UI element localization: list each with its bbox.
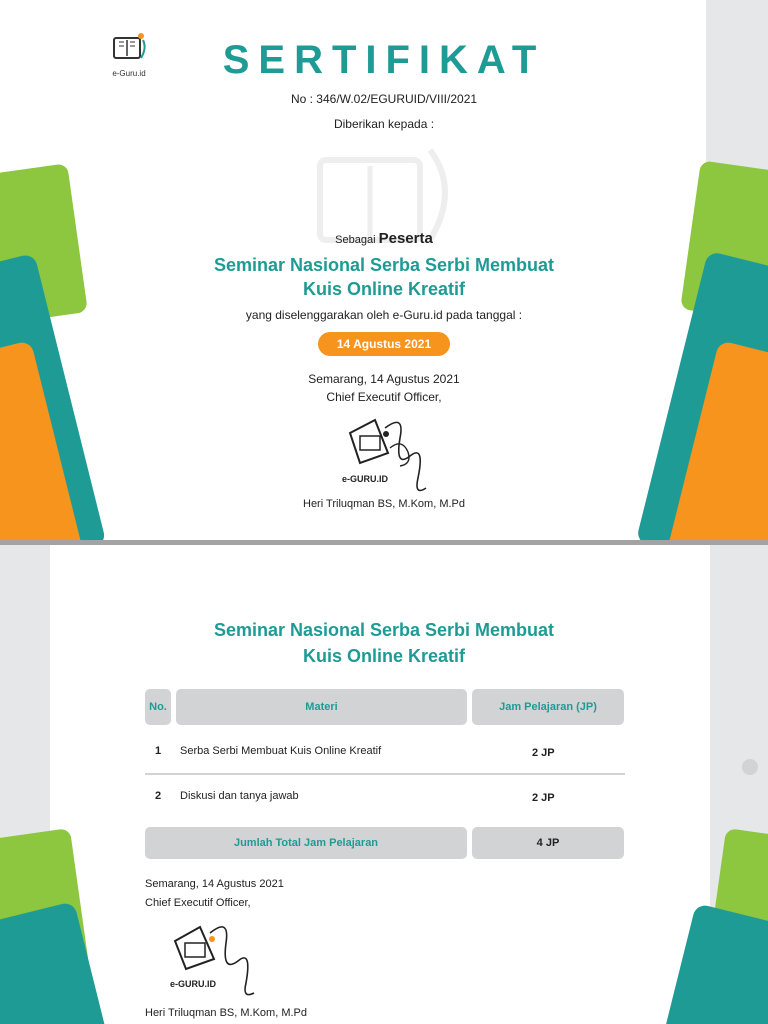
certificate-title: SERTIFIKAT [222,38,546,82]
seminar-title-line2: Kuis Online Kreatif [302,646,466,666]
signature-stamp-icon [330,408,440,498]
row1-jp: 2 JP [532,747,555,759]
seminar-title-line1: Seminar Nasional Serba Serbi Membuat [213,620,555,640]
teal-shape-left [0,901,122,1024]
signer-title: Chief Executif Officer, [326,390,442,404]
row1-no: 1 [155,745,162,757]
given-to-label: Diberikan kepada : [333,117,435,131]
place-date: Semarang, 14 Agustus 2021 [145,878,284,890]
stamp-text: e-GURU.ID [170,979,217,989]
total-value: 4 JP [472,827,624,859]
row-divider [145,773,625,775]
row2-jp: 2 JP [532,792,555,804]
teal-shape-right [648,903,768,1024]
signer-name: Heri Triluqman BS, M.Kom, M.Pd [145,1007,307,1019]
role-line [0,230,768,247]
seminar-title [0,253,768,301]
row1-materi: Serba Serbi Membuat Kuis Online Kreatif [180,745,382,757]
seminar-title-line2: Kuis Online Kreatif [302,279,466,299]
logo-caption: e-Guru.id [112,69,146,78]
event-date-badge: 14 Agustus 2021 [318,332,450,356]
role-prefix: Sebagai [335,234,376,246]
seminar-title-line1: Seminar Nasional Serba Serbi Membuat [213,255,555,275]
role-value: Peserta [378,230,433,247]
header-jp: Jam Pelajaran (JP) [472,689,624,725]
row2-materi: Diskusi dan tanya jawab [180,790,299,802]
held-by-text: yang diselenggarakan oleh e-Guru.id pada tanggal : [245,308,523,322]
seminar-title [0,617,768,669]
page-dot-icon [742,759,758,775]
header-materi: Materi [176,689,467,725]
total-label: Jumlah Total Jam Pelajaran [145,827,467,859]
place-date: Semarang, 14 Agustus 2021 [308,372,460,386]
stamp-text: e-GURU.ID [342,474,389,484]
header-no: No. [145,689,171,725]
certificate-number: No : 346/W.02/EGURUID/VIII/2021 [290,92,478,106]
details-page [0,545,768,1024]
signer-title: Chief Executif Officer, [145,897,251,909]
signer-name: Heri Triluqman BS, M.Kom, M.Pd [303,498,465,510]
row2-no: 2 [155,790,162,802]
